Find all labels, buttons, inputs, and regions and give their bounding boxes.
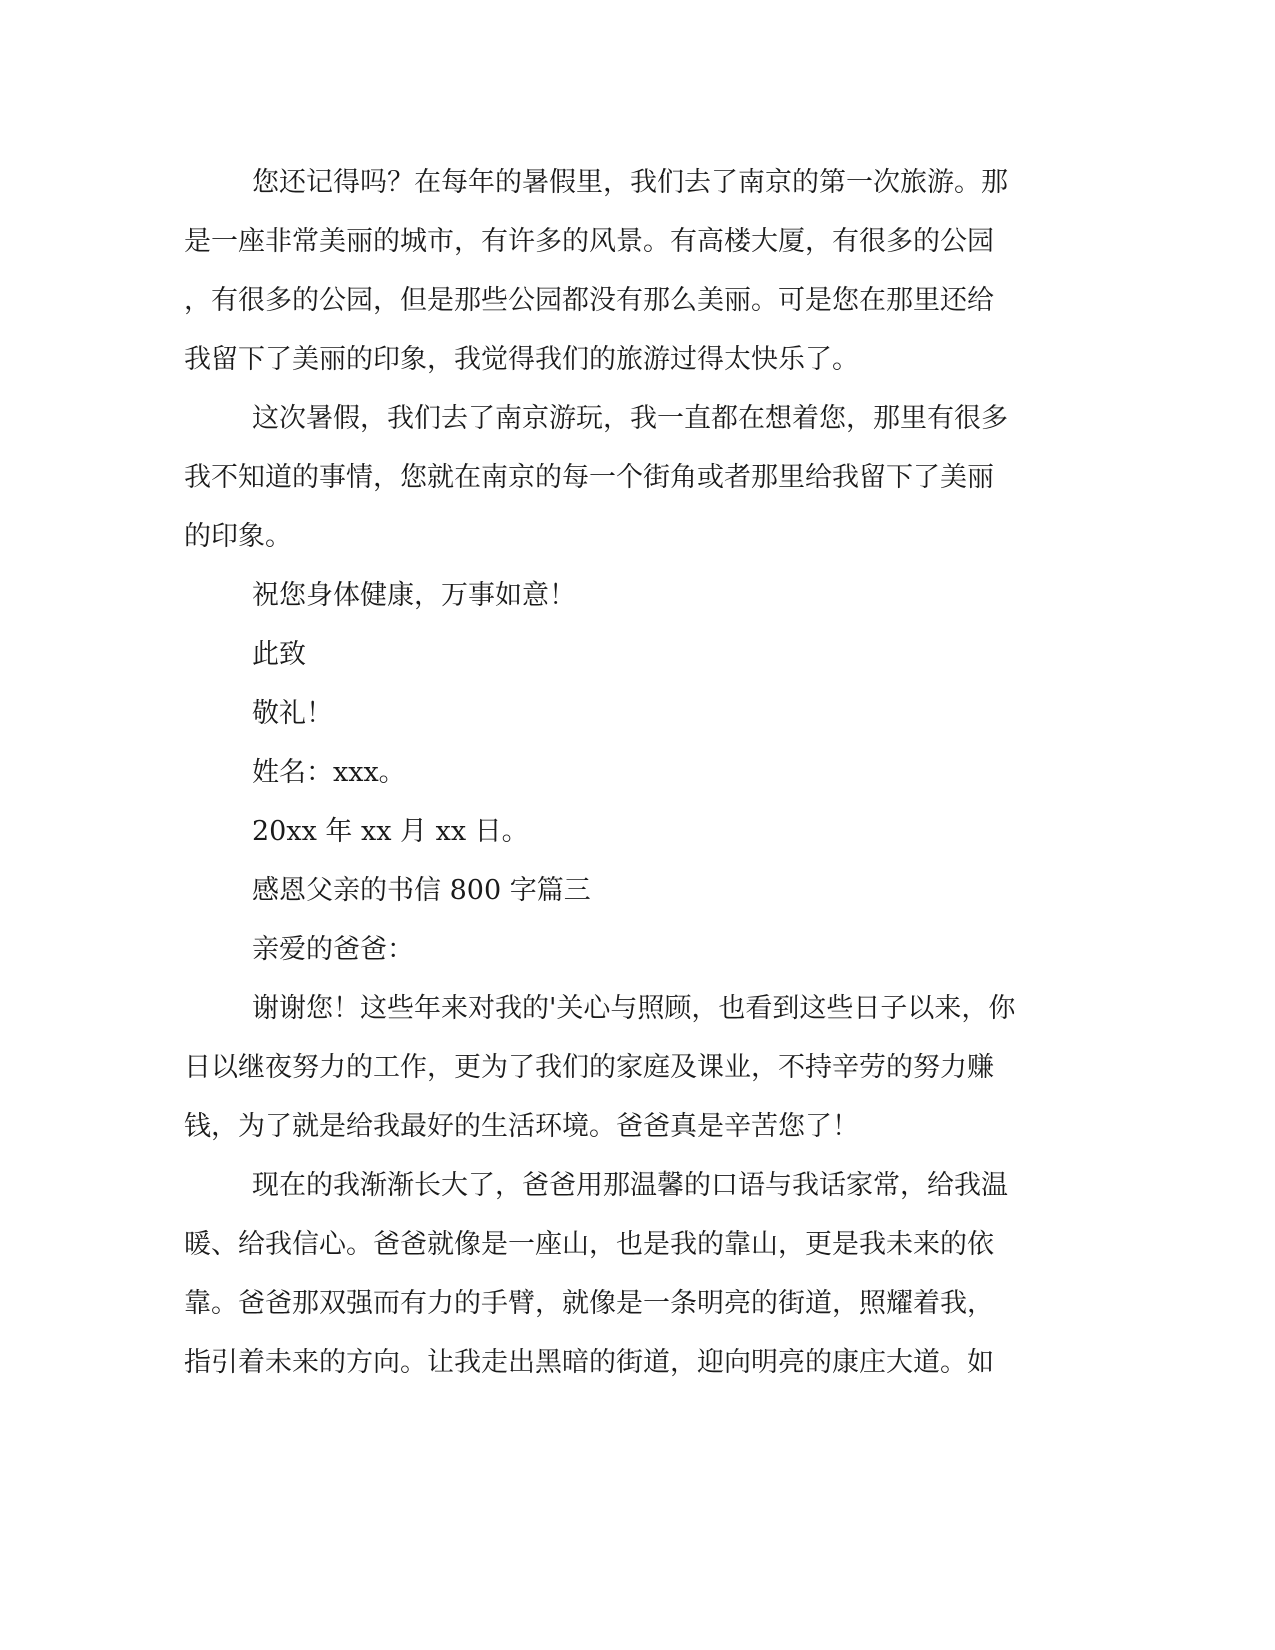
text-line: 敬礼！ — [252, 698, 333, 729]
text-line: 祝您身体健康，万事如意！ — [252, 580, 576, 611]
text-line: 是一座非常美丽的城市，有许多的风景。有高楼大厦，有很多的公园 — [184, 226, 994, 257]
text-line: 谢谢您！这些年来对我的'关心与照顾，也看到这些日子以来，你 — [252, 993, 1016, 1024]
text-line: 此致 — [252, 639, 306, 670]
text-line: 现在的我渐渐长大了，爸爸用那温馨的口语与我话家常，给我温 — [252, 1170, 1008, 1201]
text-line: 您还记得吗？在每年的暑假里，我们去了南京的第一次旅游。那 — [252, 167, 1008, 198]
text-line: 这次暑假，我们去了南京游玩，我一直都在想着您，那里有很多 — [252, 403, 1008, 434]
text-line: 姓名：xxx。 — [252, 757, 406, 788]
letter-body — [184, 153, 1044, 1392]
text-line: ，有很多的公园，但是那些公园都没有那么美丽。可是您在那里还给 — [184, 285, 994, 316]
text-line: 感恩父亲的书信 800 字篇三 — [252, 875, 591, 906]
text-line: 我留下了美丽的印象，我觉得我们的旅游过得太快乐了。 — [184, 344, 859, 375]
text-line: 靠。爸爸那双强而有力的手臂，就像是一条明亮的街道，照耀着我， — [184, 1288, 994, 1319]
text-line: 指引着未来的方向。让我走出黑暗的街道，迎向明亮的康庄大道。如 — [184, 1347, 994, 1378]
text-line: 的印象。 — [184, 521, 292, 552]
text-line: 钱，为了就是给我最好的生活环境。爸爸真是辛苦您了！ — [184, 1111, 859, 1142]
text-line: 日以继夜努力的工作，更为了我们的家庭及课业，不持辛劳的努力赚 — [184, 1052, 994, 1083]
text-line: 亲爱的爸爸： — [252, 934, 414, 965]
text-line: 我不知道的事情，您就在南京的每一个街角或者那里给我留下了美丽 — [184, 462, 994, 493]
text-line: 20xx 年 xx 月 xx 日。 — [252, 816, 529, 847]
text-line: 暖、给我信心。爸爸就像是一座山，也是我的靠山，更是我未来的依 — [184, 1229, 994, 1260]
